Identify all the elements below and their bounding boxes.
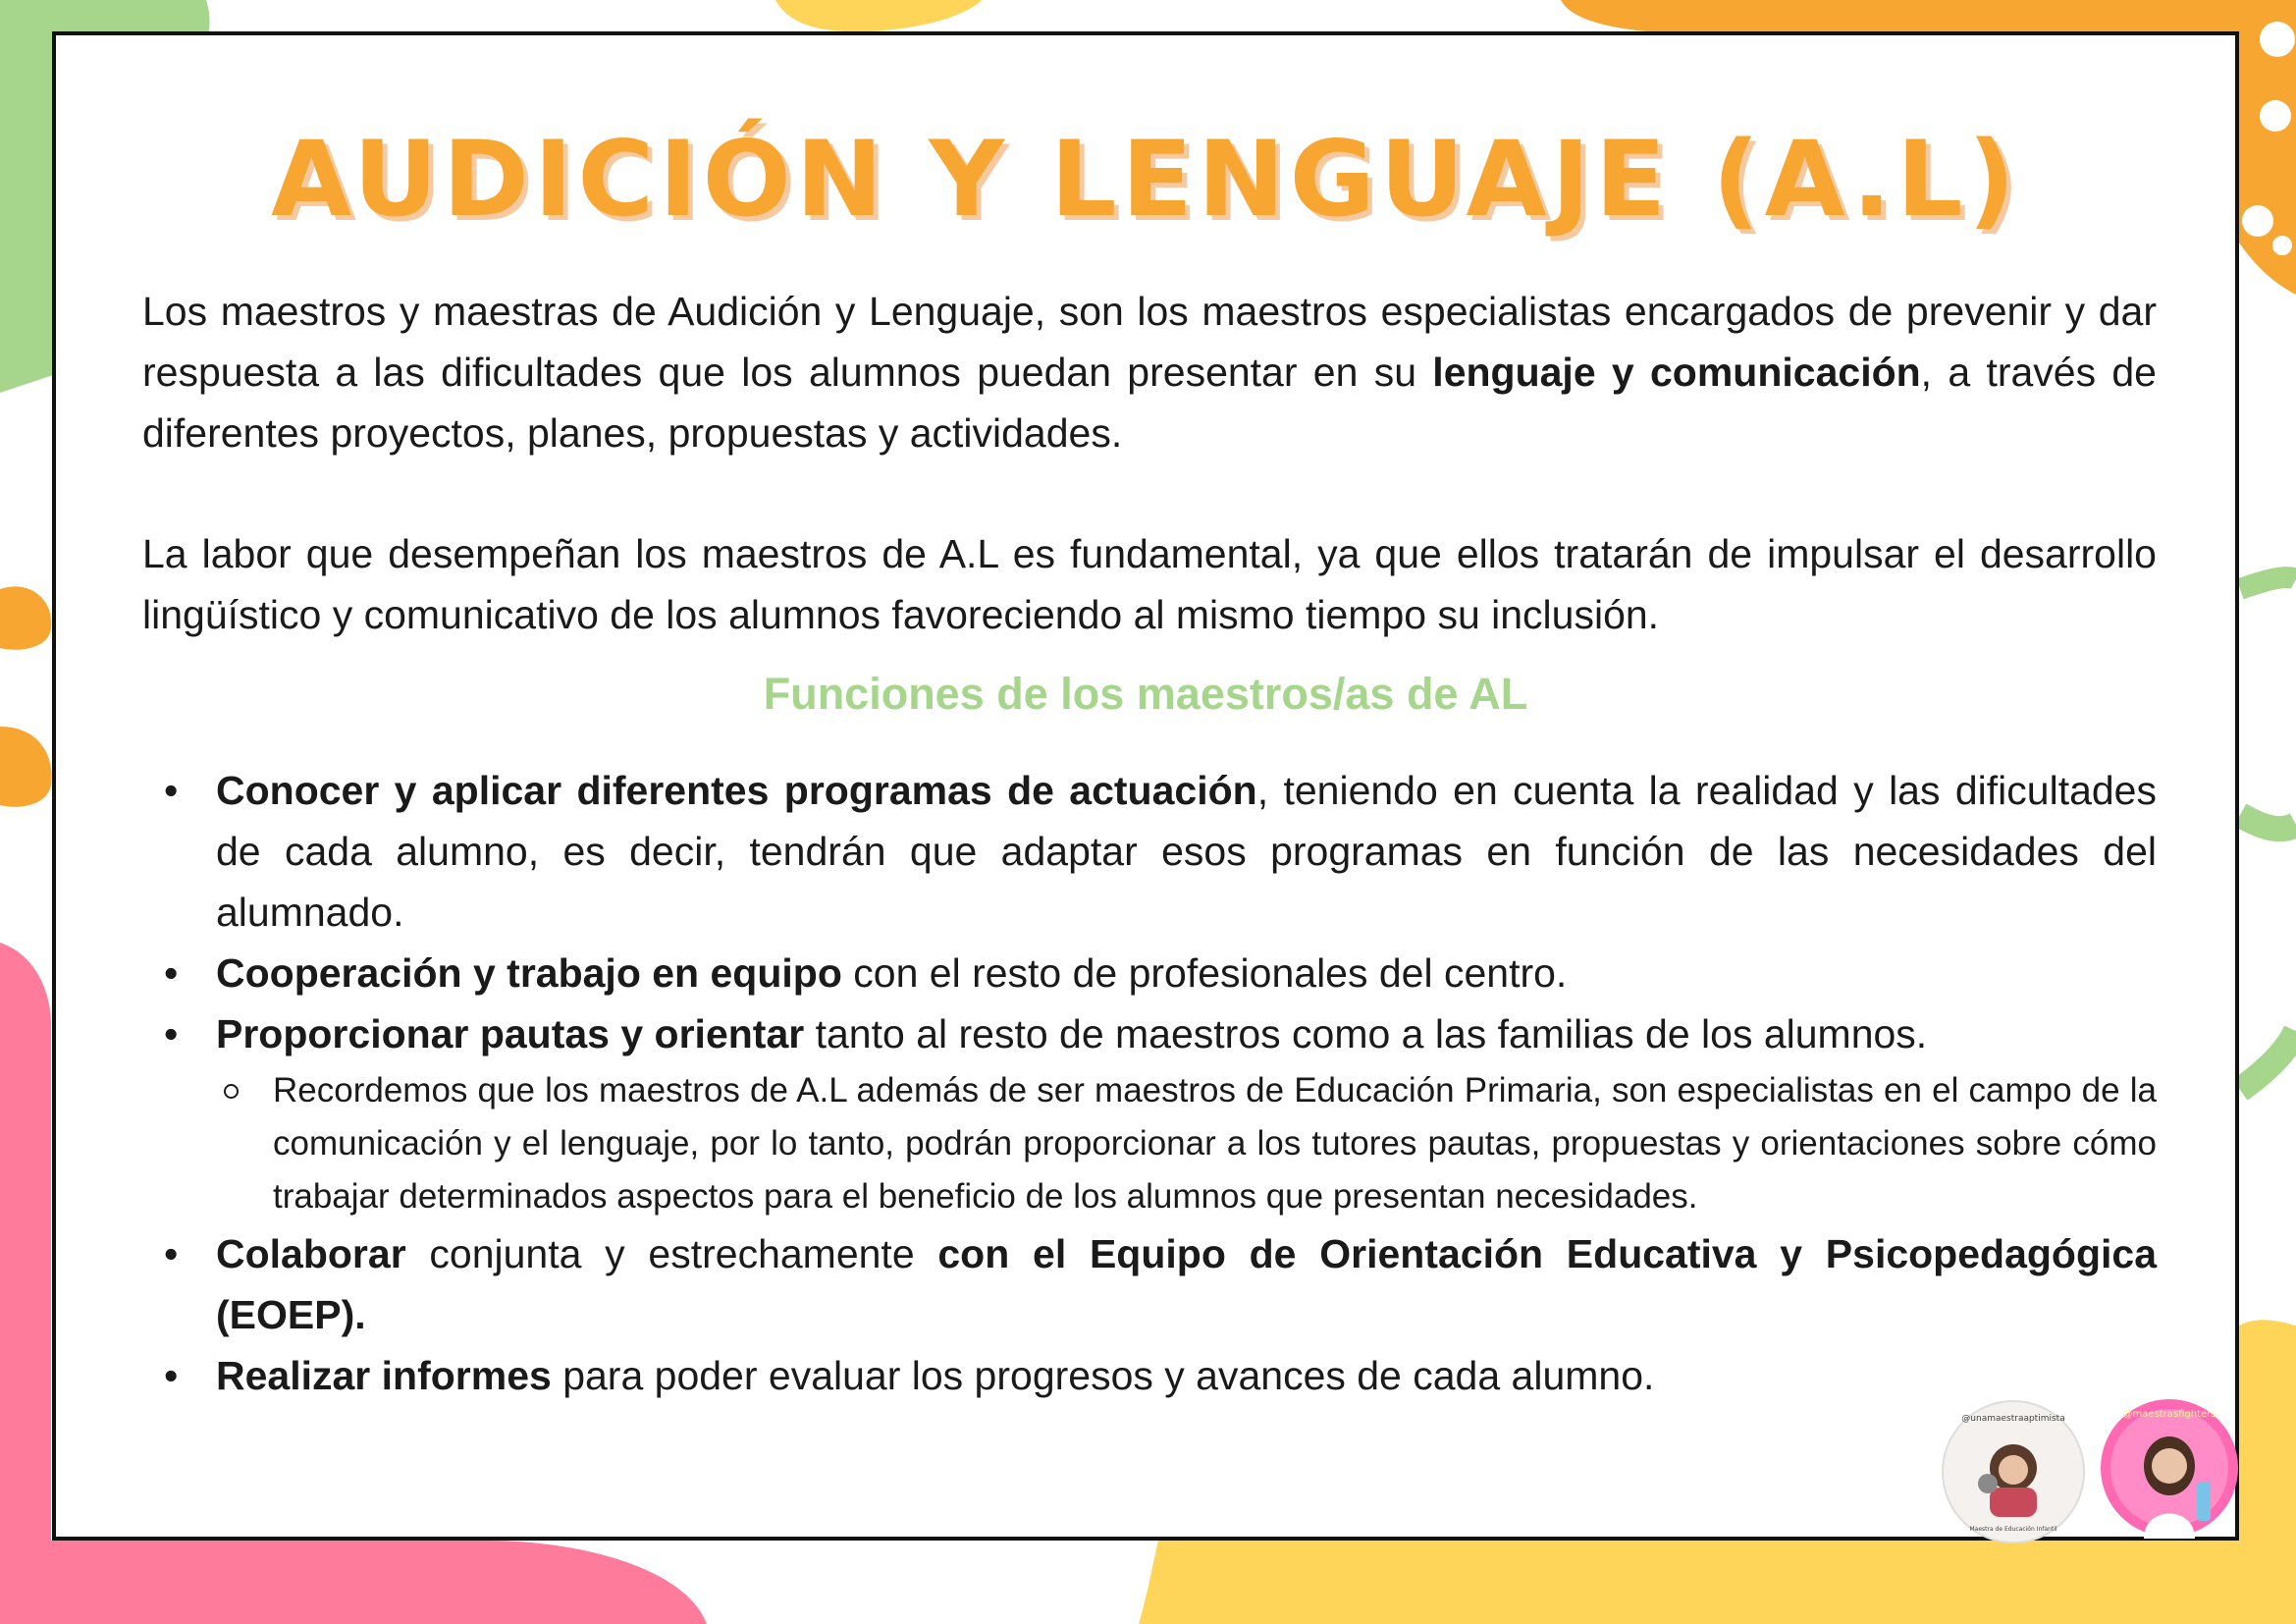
list-item bbox=[142, 1003, 2157, 1223]
page-title: AUDICIÓN Y LENGUAJE (A.L) bbox=[271, 119, 2020, 240]
item-text: , teniendo en cuenta la realidad y las dificultades de cada alumno, es decir, tendrán que adaptar esos programas en función de las necesidades del alumnado. bbox=[216, 768, 2157, 935]
content-card bbox=[52, 31, 2239, 1541]
intro-paragraph-1 bbox=[142, 281, 2157, 463]
bullet-icon: • bbox=[164, 1011, 179, 1056]
functions-heading: Funciones de los maestros/as de AL bbox=[763, 669, 1528, 719]
sub-list-item bbox=[216, 1064, 2157, 1223]
white-dot bbox=[2260, 100, 2291, 132]
functions-list bbox=[142, 760, 2157, 1406]
yellow-blob-top-center bbox=[775, 0, 982, 31]
logo-maestrasfighters bbox=[2099, 1397, 2240, 1539]
item-text: con el resto de profesionales del centro. bbox=[841, 950, 1568, 996]
green-stroke-right-2 bbox=[2240, 815, 2296, 829]
intro-bold-text: lenguaje y comunicación bbox=[1432, 350, 1921, 395]
circle-bullet-icon bbox=[224, 1084, 239, 1099]
white-dot bbox=[2260, 22, 2295, 57]
intro-text: Los maestros y maestras de Audición y Lenguaje, son los maestros especialistas encargados de prevenir y dar respuesta a las dificultades que los alumnos puedan presentar en su bbox=[142, 289, 2157, 395]
item-text: para poder evaluar los progresos y avances de cada alumno. bbox=[551, 1353, 1655, 1398]
bullet-icon: • bbox=[164, 950, 179, 996]
bullet-icon: • bbox=[164, 768, 179, 813]
item-bold-2: con el Equipo de Orientación Educativa y Psicopedagógica (EOEP). bbox=[216, 1231, 2157, 1337]
logo-unamaestraaptimista bbox=[1941, 1399, 2086, 1544]
list-item bbox=[142, 1223, 2157, 1345]
list-item bbox=[142, 760, 2157, 943]
intro-paragraph-2: La labor que desempeñan los maestros de A.L es fundamental, ya que ellos tratarán de impulsar el desarrollo lingüístico y comunicativo de los alumnos favoreciendo al mismo tiempo su inclusión. bbox=[142, 531, 2157, 637]
svg-text:@unamaestraaptimista: @unamaestraaptimista bbox=[1961, 1414, 2065, 1424]
item-bold: Proporcionar pautas y orientar bbox=[216, 1011, 805, 1056]
white-dot bbox=[2272, 236, 2292, 255]
svg-text:@maestrasfighters: @maestrasfighters bbox=[2122, 1409, 2216, 1420]
item-text: tanto al resto de maestros como a las familias de los alumnos. bbox=[804, 1011, 1928, 1056]
orange-wave-left-2 bbox=[0, 727, 52, 807]
green-stroke-right bbox=[2240, 577, 2296, 589]
item-bold: Realizar informes bbox=[216, 1353, 552, 1398]
item-text: conjunta y estrechamente bbox=[405, 1231, 938, 1276]
item-bold: Conocer y aplicar diferentes programas de actuación bbox=[216, 768, 1257, 813]
list-item bbox=[142, 1345, 2157, 1406]
item-bold: Colaborar bbox=[216, 1231, 406, 1276]
white-dot bbox=[2242, 205, 2273, 237]
intro-text-end: , a través de diferentes proyectos, planes, propuestas y actividades. bbox=[142, 350, 2157, 456]
bullet-icon: • bbox=[164, 1353, 179, 1398]
green-stroke-right-3 bbox=[2240, 1031, 2296, 1090]
svg-text:Maestra de Educación Infantil: Maestra de Educación Infantil bbox=[1969, 1526, 2057, 1533]
item-bold: Cooperación y trabajo en equipo bbox=[216, 950, 842, 996]
bullet-icon: • bbox=[164, 1231, 179, 1276]
sub-item-text: Recordemos que los maestros de A.L además de ser maestros de Educación Primaria, son especialistas en el campo de la comunicación y el lenguaje, por lo tanto, podrán proporcionar a los tutores pautas, propuestas y orientaciones sobre cómo trabajar determinados aspectos para el beneficio de los alumnos que presentan necesidades. bbox=[273, 1071, 2157, 1216]
orange-wave-left bbox=[0, 586, 51, 649]
sub-list bbox=[216, 1064, 2157, 1223]
list-item bbox=[142, 943, 2157, 1003]
